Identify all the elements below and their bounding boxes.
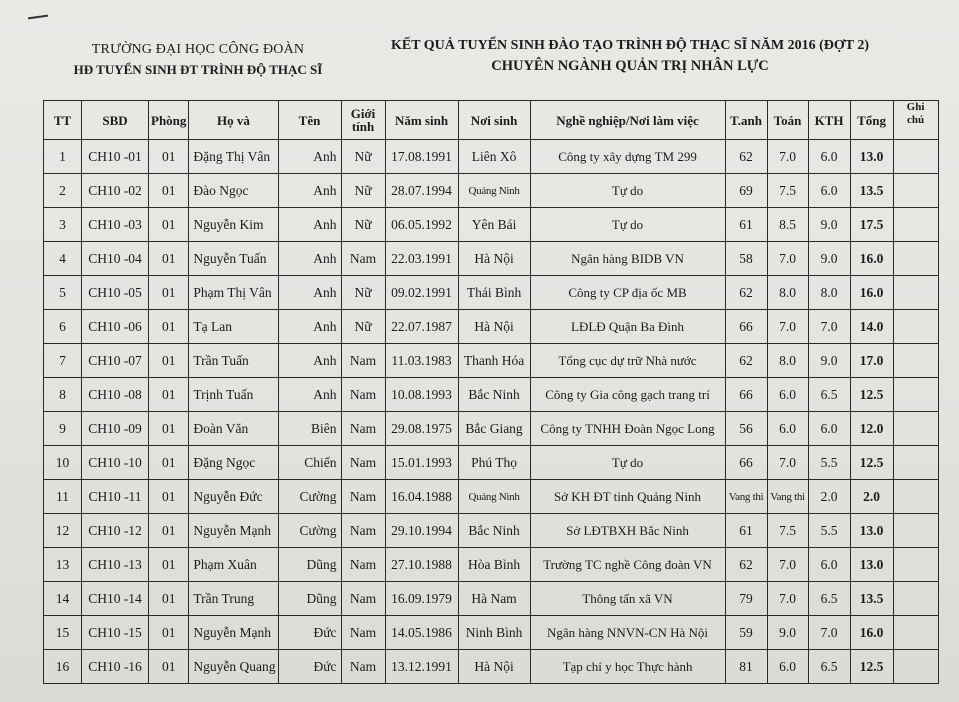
cell-nghe-nghiep: Ngân hàng NNVN-CN Hà Nội bbox=[530, 616, 725, 650]
cell-phong: 01 bbox=[149, 582, 189, 616]
cell-ten: Anh bbox=[278, 276, 341, 310]
cell-tt: 2 bbox=[44, 174, 82, 208]
cell-tt: 4 bbox=[44, 242, 82, 276]
cell-sbd: CH10 -08 bbox=[82, 378, 149, 412]
cell-nam-sinh: 14.05.1986 bbox=[385, 616, 458, 650]
col-nghe-nghiep: Nghề nghiệp/Nơi làm việc bbox=[530, 101, 725, 140]
col-ghi-chu-line1: Ghi bbox=[906, 101, 925, 113]
col-noi-sinh: Nơi sinh bbox=[458, 101, 530, 140]
cell-ho: Nguyễn Tuấn bbox=[189, 242, 278, 276]
cell-toan: 6.0 bbox=[767, 650, 808, 684]
cell-phong: 01 bbox=[149, 616, 189, 650]
cell-tanh: 61 bbox=[725, 208, 767, 242]
cell-ten: Biên bbox=[278, 412, 341, 446]
cell-ghi-chu bbox=[893, 548, 938, 582]
cell-kth: 6.5 bbox=[808, 650, 850, 684]
cell-toan: 7.5 bbox=[767, 174, 808, 208]
cell-tanh: 79 bbox=[725, 582, 767, 616]
cell-tt: 8 bbox=[44, 378, 82, 412]
cell-kth: 9.0 bbox=[808, 242, 850, 276]
cell-tong: 13.5 bbox=[850, 174, 893, 208]
cell-gioi-tinh: Nam bbox=[341, 242, 385, 276]
cell-nam-sinh: 06.05.1992 bbox=[385, 208, 458, 242]
cell-phong: 01 bbox=[149, 140, 189, 174]
cell-tt: 6 bbox=[44, 310, 82, 344]
cell-ho: Trịnh Tuấn bbox=[189, 378, 278, 412]
cell-toan: 7.0 bbox=[767, 446, 808, 480]
cell-tong: 12.5 bbox=[850, 446, 893, 480]
cell-tanh: 62 bbox=[725, 344, 767, 378]
cell-tong: 13.0 bbox=[850, 140, 893, 174]
cell-sbd: CH10 -12 bbox=[82, 514, 149, 548]
cell-noi-sinh: Ninh Bình bbox=[458, 616, 530, 650]
cell-kth: 5.5 bbox=[808, 514, 850, 548]
cell-ghi-chu bbox=[893, 650, 938, 684]
cell-phong: 01 bbox=[149, 514, 189, 548]
table-row bbox=[44, 582, 939, 616]
cell-toan: 7.0 bbox=[767, 582, 808, 616]
cell-ho: Nguyễn Mạnh bbox=[189, 514, 278, 548]
col-gioi-tinh bbox=[341, 101, 385, 140]
table-row bbox=[44, 412, 939, 446]
cell-phong: 01 bbox=[149, 480, 189, 514]
col-ghi-chu-line2: chú bbox=[906, 114, 925, 126]
cell-nam-sinh: 22.07.1987 bbox=[385, 310, 458, 344]
cell-gioi-tinh: Nam bbox=[341, 412, 385, 446]
cell-toan: Vang thi bbox=[767, 480, 808, 514]
cell-tanh: 59 bbox=[725, 616, 767, 650]
cell-tong: 2.0 bbox=[850, 480, 893, 514]
cell-ho: Trần Tuấn bbox=[189, 344, 278, 378]
cell-gioi-tinh: Nữ bbox=[341, 208, 385, 242]
cell-ten: Dũng bbox=[278, 548, 341, 582]
cell-nghe-nghiep: LĐLĐ Quận Ba Đình bbox=[530, 310, 725, 344]
cell-ten: Cường bbox=[278, 480, 341, 514]
cell-tanh: Vang thi bbox=[725, 480, 767, 514]
cell-ho: Trần Trung bbox=[189, 582, 278, 616]
cell-nam-sinh: 16.04.1988 bbox=[385, 480, 458, 514]
cell-kth: 7.0 bbox=[808, 616, 850, 650]
cell-nam-sinh: 11.03.1983 bbox=[385, 344, 458, 378]
cell-ten: Anh bbox=[278, 208, 341, 242]
cell-phong: 01 bbox=[149, 548, 189, 582]
cell-tanh: 62 bbox=[725, 548, 767, 582]
cell-ten: Anh bbox=[278, 344, 341, 378]
cell-tong: 13.0 bbox=[850, 514, 893, 548]
cell-nam-sinh: 17.08.1991 bbox=[385, 140, 458, 174]
table-row bbox=[44, 378, 939, 412]
cell-toan: 7.0 bbox=[767, 242, 808, 276]
table-row bbox=[44, 242, 939, 276]
cell-ghi-chu bbox=[893, 140, 938, 174]
cell-ho: Nguyễn Mạnh bbox=[189, 616, 278, 650]
cell-sbd: CH10 -04 bbox=[82, 242, 149, 276]
cell-tt: 15 bbox=[44, 616, 82, 650]
cell-sbd: CH10 -05 bbox=[82, 276, 149, 310]
cell-ghi-chu bbox=[893, 378, 938, 412]
cell-gioi-tinh: Nam bbox=[341, 446, 385, 480]
cell-phong: 01 bbox=[149, 208, 189, 242]
cell-ghi-chu bbox=[893, 446, 938, 480]
cell-noi-sinh: Hà Nội bbox=[458, 310, 530, 344]
cell-sbd: CH10 -09 bbox=[82, 412, 149, 446]
table-row bbox=[44, 344, 939, 378]
cell-toan: 6.0 bbox=[767, 378, 808, 412]
table-header-row bbox=[44, 101, 939, 140]
cell-ho: Đào Ngọc bbox=[189, 174, 278, 208]
cell-nam-sinh: 28.07.1994 bbox=[385, 174, 458, 208]
table-row bbox=[44, 650, 939, 684]
cell-noi-sinh: Bắc Ninh bbox=[458, 378, 530, 412]
cell-tt: 1 bbox=[44, 140, 82, 174]
cell-tanh: 61 bbox=[725, 514, 767, 548]
cell-kth: 9.0 bbox=[808, 208, 850, 242]
cell-kth: 5.5 bbox=[808, 446, 850, 480]
institution-header bbox=[48, 40, 348, 80]
cell-nghe-nghiep: Tự do bbox=[530, 446, 725, 480]
cell-gioi-tinh: Nữ bbox=[341, 276, 385, 310]
results-table bbox=[43, 100, 939, 684]
cell-gioi-tinh: Nam bbox=[341, 378, 385, 412]
cell-nam-sinh: 09.02.1991 bbox=[385, 276, 458, 310]
document-title bbox=[360, 36, 900, 76]
cell-ten: Đức bbox=[278, 650, 341, 684]
council-name: HĐ TUYỂN SINH ĐT TRÌNH ĐỘ THẠC SĨ bbox=[73, 62, 323, 77]
cell-nghe-nghiep: Công ty xây dựng TM 299 bbox=[530, 140, 725, 174]
cell-noi-sinh: Bắc Giang bbox=[458, 412, 530, 446]
cell-nam-sinh: 27.10.1988 bbox=[385, 548, 458, 582]
cell-tong: 13.0 bbox=[850, 548, 893, 582]
title-line-2: CHUYÊN NGÀNH QUẢN TRỊ NHÂN LỰC bbox=[491, 58, 769, 74]
table-row bbox=[44, 616, 939, 650]
cell-phong: 01 bbox=[149, 276, 189, 310]
cell-noi-sinh: Quảng Ninh bbox=[458, 480, 530, 514]
cell-kth: 6.0 bbox=[808, 140, 850, 174]
cell-kth: 9.0 bbox=[808, 344, 850, 378]
cell-tt: 13 bbox=[44, 548, 82, 582]
cell-noi-sinh: Hà Nam bbox=[458, 582, 530, 616]
cell-gioi-tinh: Nam bbox=[341, 650, 385, 684]
cell-sbd: CH10 -02 bbox=[82, 174, 149, 208]
cell-tong: 16.0 bbox=[850, 616, 893, 650]
table-row bbox=[44, 208, 939, 242]
cell-tt: 14 bbox=[44, 582, 82, 616]
col-ho: Họ và bbox=[189, 101, 278, 140]
cell-sbd: CH10 -07 bbox=[82, 344, 149, 378]
cell-gioi-tinh: Nam bbox=[341, 514, 385, 548]
cell-sbd: CH10 -15 bbox=[82, 616, 149, 650]
cell-nghe-nghiep: Công ty CP địa ốc MB bbox=[530, 276, 725, 310]
col-kth: KTH bbox=[808, 101, 850, 140]
cell-kth: 6.5 bbox=[808, 378, 850, 412]
col-phong: Phòng bbox=[149, 101, 189, 140]
cell-tanh: 62 bbox=[725, 276, 767, 310]
cell-kth: 6.0 bbox=[808, 548, 850, 582]
col-ghi-chu bbox=[893, 101, 938, 140]
cell-toan: 8.0 bbox=[767, 276, 808, 310]
cell-ten: Dũng bbox=[278, 582, 341, 616]
cell-nghe-nghiep: Sở LĐTBXH Bắc Ninh bbox=[530, 514, 725, 548]
cell-ghi-chu bbox=[893, 276, 938, 310]
cell-phong: 01 bbox=[149, 446, 189, 480]
table-row bbox=[44, 480, 939, 514]
cell-phong: 01 bbox=[149, 174, 189, 208]
cell-tanh: 69 bbox=[725, 174, 767, 208]
cell-gioi-tinh: Nam bbox=[341, 344, 385, 378]
cell-nam-sinh: 16.09.1979 bbox=[385, 582, 458, 616]
cell-ghi-chu bbox=[893, 208, 938, 242]
col-tt: TT bbox=[44, 101, 82, 140]
table-row bbox=[44, 310, 939, 344]
cell-kth: 8.0 bbox=[808, 276, 850, 310]
col-sbd: SBD bbox=[82, 101, 149, 140]
cell-sbd: CH10 -11 bbox=[82, 480, 149, 514]
col-toan: Toán bbox=[767, 101, 808, 140]
cell-sbd: CH10 -13 bbox=[82, 548, 149, 582]
cell-tong: 12.5 bbox=[850, 378, 893, 412]
col-ten: Tên bbox=[278, 101, 341, 140]
cell-noi-sinh: Bắc Ninh bbox=[458, 514, 530, 548]
cell-phong: 01 bbox=[149, 412, 189, 446]
cell-nam-sinh: 29.10.1994 bbox=[385, 514, 458, 548]
title-line-1: KẾT QUẢ TUYỂN SINH ĐÀO TẠO TRÌNH ĐỘ THẠC SĨ NĂM 2016 (ĐỢT 2) bbox=[390, 38, 870, 53]
cell-ghi-chu bbox=[893, 616, 938, 650]
col-nam-sinh: Năm sinh bbox=[385, 101, 458, 140]
cell-ho: Đoàn Văn bbox=[189, 412, 278, 446]
cell-tong: 13.5 bbox=[850, 582, 893, 616]
cell-noi-sinh: Quảng Ninh bbox=[458, 174, 530, 208]
cell-ho: Tạ Lan bbox=[189, 310, 278, 344]
cell-ho: Nguyễn Quang bbox=[189, 650, 278, 684]
cell-ghi-chu bbox=[893, 412, 938, 446]
university-name: TRƯỜNG ĐẠI HỌC CÔNG ĐOÀN bbox=[91, 42, 305, 57]
table-row bbox=[44, 514, 939, 548]
cell-gioi-tinh: Nữ bbox=[341, 140, 385, 174]
cell-ho: Nguyễn Đức bbox=[189, 480, 278, 514]
cell-ho: Nguyễn Kim bbox=[189, 208, 278, 242]
cell-ho: Đặng Thị Vân bbox=[189, 140, 278, 174]
cell-ghi-chu bbox=[893, 174, 938, 208]
cell-noi-sinh: Hà Nội bbox=[458, 242, 530, 276]
cell-ten: Anh bbox=[278, 140, 341, 174]
cell-toan: 7.0 bbox=[767, 140, 808, 174]
cell-tanh: 66 bbox=[725, 446, 767, 480]
cell-noi-sinh: Thái Bình bbox=[458, 276, 530, 310]
cell-nghe-nghiep: Trường TC nghề Công đoàn VN bbox=[530, 548, 725, 582]
cell-tt: 10 bbox=[44, 446, 82, 480]
cell-sbd: CH10 -10 bbox=[82, 446, 149, 480]
cell-toan: 7.0 bbox=[767, 548, 808, 582]
cell-noi-sinh: Thanh Hóa bbox=[458, 344, 530, 378]
cell-sbd: CH10 -16 bbox=[82, 650, 149, 684]
table-row bbox=[44, 446, 939, 480]
cell-ghi-chu bbox=[893, 582, 938, 616]
cell-tong: 14.0 bbox=[850, 310, 893, 344]
cell-tanh: 66 bbox=[725, 310, 767, 344]
cell-ten: Cường bbox=[278, 514, 341, 548]
cell-nghe-nghiep: Công ty TNHH Đoàn Ngọc Long bbox=[530, 412, 725, 446]
cell-toan: 9.0 bbox=[767, 616, 808, 650]
cell-nghe-nghiep: Tự do bbox=[530, 208, 725, 242]
cell-nghe-nghiep: Tự do bbox=[530, 174, 725, 208]
cell-noi-sinh: Hòa Bình bbox=[458, 548, 530, 582]
cell-gioi-tinh: Nam bbox=[341, 582, 385, 616]
cell-phong: 01 bbox=[149, 378, 189, 412]
cell-toan: 7.5 bbox=[767, 514, 808, 548]
cell-phong: 01 bbox=[149, 650, 189, 684]
cell-gioi-tinh: Nam bbox=[341, 480, 385, 514]
cell-ten: Chiến bbox=[278, 446, 341, 480]
cell-tong: 12.5 bbox=[850, 650, 893, 684]
cell-kth: 6.0 bbox=[808, 412, 850, 446]
cell-ho: Phạm Xuân bbox=[189, 548, 278, 582]
cell-toan: 7.0 bbox=[767, 310, 808, 344]
cell-kth: 7.0 bbox=[808, 310, 850, 344]
cell-tong: 17.0 bbox=[850, 344, 893, 378]
col-gioi-tinh-line1: Giới bbox=[350, 106, 376, 121]
cell-sbd: CH10 -06 bbox=[82, 310, 149, 344]
cell-ten: Đức bbox=[278, 616, 341, 650]
cell-noi-sinh: Liên Xô bbox=[458, 140, 530, 174]
cell-sbd: CH10 -14 bbox=[82, 582, 149, 616]
cell-ho: Đặng Ngọc bbox=[189, 446, 278, 480]
cell-gioi-tinh: Nữ bbox=[341, 310, 385, 344]
cell-nghe-nghiep: Thông tấn xã VN bbox=[530, 582, 725, 616]
cell-nghe-nghiep: Tạp chí y học Thực hành bbox=[530, 650, 725, 684]
cell-gioi-tinh: Nữ bbox=[341, 174, 385, 208]
cell-toan: 8.0 bbox=[767, 344, 808, 378]
cell-tt: 11 bbox=[44, 480, 82, 514]
cell-tong: 17.5 bbox=[850, 208, 893, 242]
table-row bbox=[44, 140, 939, 174]
cell-nghe-nghiep: Ngân hàng BIDB VN bbox=[530, 242, 725, 276]
cell-ghi-chu bbox=[893, 242, 938, 276]
col-tong: Tổng bbox=[850, 101, 893, 140]
cell-tanh: 66 bbox=[725, 378, 767, 412]
cell-tanh: 56 bbox=[725, 412, 767, 446]
cell-sbd: CH10 -03 bbox=[82, 208, 149, 242]
cell-ten: Anh bbox=[278, 378, 341, 412]
cell-gioi-tinh: Nam bbox=[341, 548, 385, 582]
cell-nam-sinh: 22.03.1991 bbox=[385, 242, 458, 276]
pen-mark bbox=[28, 15, 48, 20]
cell-toan: 8.5 bbox=[767, 208, 808, 242]
cell-sbd: CH10 -01 bbox=[82, 140, 149, 174]
cell-ghi-chu bbox=[893, 514, 938, 548]
cell-tt: 3 bbox=[44, 208, 82, 242]
cell-nam-sinh: 15.01.1993 bbox=[385, 446, 458, 480]
cell-tong: 16.0 bbox=[850, 242, 893, 276]
cell-noi-sinh: Phú Thọ bbox=[458, 446, 530, 480]
table-row bbox=[44, 276, 939, 310]
cell-nghe-nghiep: Tổng cục dự trữ Nhà nước bbox=[530, 344, 725, 378]
cell-toan: 6.0 bbox=[767, 412, 808, 446]
cell-tanh: 81 bbox=[725, 650, 767, 684]
cell-nghe-nghiep: Công ty Gia công gạch trang trí bbox=[530, 378, 725, 412]
cell-tanh: 58 bbox=[725, 242, 767, 276]
cell-gioi-tinh: Nam bbox=[341, 616, 385, 650]
cell-nghe-nghiep: Sở KH ĐT tỉnh Quảng Ninh bbox=[530, 480, 725, 514]
cell-nam-sinh: 10.08.1993 bbox=[385, 378, 458, 412]
cell-tong: 16.0 bbox=[850, 276, 893, 310]
col-gioi-tinh-line2: tính bbox=[351, 119, 375, 134]
cell-tt: 16 bbox=[44, 650, 82, 684]
cell-ghi-chu bbox=[893, 344, 938, 378]
cell-phong: 01 bbox=[149, 310, 189, 344]
cell-ghi-chu bbox=[893, 480, 938, 514]
cell-tt: 7 bbox=[44, 344, 82, 378]
cell-ho: Phạm Thị Vân bbox=[189, 276, 278, 310]
cell-phong: 01 bbox=[149, 344, 189, 378]
cell-phong: 01 bbox=[149, 242, 189, 276]
table-row bbox=[44, 548, 939, 582]
cell-kth: 6.5 bbox=[808, 582, 850, 616]
col-tanh: T.anh bbox=[725, 101, 767, 140]
cell-ten: Anh bbox=[278, 174, 341, 208]
cell-noi-sinh: Hà Nội bbox=[458, 650, 530, 684]
cell-ten: Anh bbox=[278, 242, 341, 276]
cell-tong: 12.0 bbox=[850, 412, 893, 446]
cell-kth: 2.0 bbox=[808, 480, 850, 514]
table-row bbox=[44, 174, 939, 208]
cell-nam-sinh: 13.12.1991 bbox=[385, 650, 458, 684]
cell-tt: 5 bbox=[44, 276, 82, 310]
cell-nam-sinh: 29.08.1975 bbox=[385, 412, 458, 446]
cell-tanh: 62 bbox=[725, 140, 767, 174]
cell-ghi-chu bbox=[893, 310, 938, 344]
cell-kth: 6.0 bbox=[808, 174, 850, 208]
cell-tt: 12 bbox=[44, 514, 82, 548]
cell-tt: 9 bbox=[44, 412, 82, 446]
cell-noi-sinh: Yên Bái bbox=[458, 208, 530, 242]
cell-ten: Anh bbox=[278, 310, 341, 344]
